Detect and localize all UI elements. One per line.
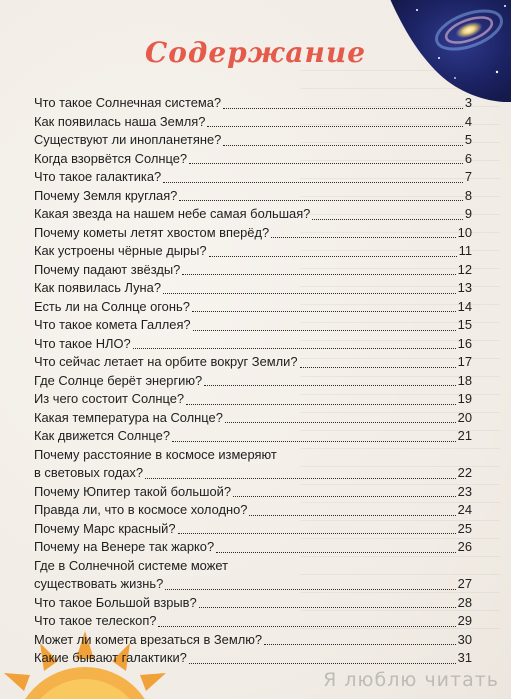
toc-entry-title: Что такое Солнечная система? bbox=[34, 95, 222, 110]
toc-entry-title: Какая звезда на нашем небе самая большая? bbox=[34, 206, 311, 221]
toc-entry[interactable] bbox=[34, 631, 472, 650]
toc-entry[interactable] bbox=[34, 575, 472, 594]
toc-entry-title: Какие бывают галактики? bbox=[34, 650, 187, 665]
toc-entry-title: Есть ли на Солнце огонь? bbox=[34, 298, 190, 314]
toc-page-number: 5 bbox=[464, 132, 472, 147]
toc-entry[interactable] bbox=[34, 261, 472, 280]
dotted-leader bbox=[223, 145, 463, 146]
dotted-leader bbox=[186, 404, 456, 405]
toc-entry-first-line: Почему расстояние в космосе измеряют bbox=[34, 446, 277, 462]
toc-entry[interactable] bbox=[34, 224, 472, 243]
dotted-leader bbox=[165, 589, 455, 590]
toc-page-number: 14 bbox=[457, 298, 472, 314]
toc-page-number: 29 bbox=[457, 613, 472, 628]
dotted-leader bbox=[192, 311, 456, 312]
dotted-leader bbox=[158, 626, 455, 627]
toc-entry-first-line: Где в Солнечной системе может bbox=[34, 557, 228, 573]
toc-entry-title: Где Солнце берёт энергию? bbox=[34, 372, 203, 388]
dotted-leader bbox=[271, 237, 455, 238]
toc-entry-title: Почему падают звёзды? bbox=[34, 261, 181, 277]
toc-page-number: 12 bbox=[457, 261, 472, 277]
dotted-leader bbox=[163, 182, 463, 183]
dotted-leader bbox=[189, 163, 463, 164]
dotted-leader bbox=[199, 607, 456, 608]
toc-page-number: 23 bbox=[457, 483, 472, 499]
toc-page-number: 17 bbox=[457, 354, 472, 369]
toc-page-number: 9 bbox=[464, 206, 472, 221]
dotted-leader bbox=[179, 200, 462, 201]
toc-entry-title: Как появилась Луна? bbox=[34, 280, 162, 295]
toc-entry-title: Что такое телескоп? bbox=[34, 613, 157, 628]
toc-entry-title: Почему кометы летят хвостом вперёд? bbox=[34, 224, 270, 240]
toc-entry-title: Как устроены чёрные дыры? bbox=[34, 243, 207, 258]
dotted-leader bbox=[264, 644, 456, 645]
toc-entry-title: Что такое комета Галлея? bbox=[34, 317, 191, 332]
toc-entry[interactable] bbox=[34, 501, 472, 520]
dotted-leader bbox=[182, 274, 455, 275]
toc-entry-title: Может ли комета врезаться в Землю? bbox=[34, 631, 263, 647]
toc-entry-title: Почему Марс красный? bbox=[34, 520, 176, 536]
dotted-leader bbox=[178, 533, 456, 534]
toc-entry-title: Как появилась наша Земля? bbox=[34, 113, 206, 129]
toc-entry[interactable] bbox=[34, 427, 472, 446]
dotted-leader bbox=[204, 385, 455, 386]
toc-entry[interactable] bbox=[34, 298, 472, 317]
toc-entry[interactable] bbox=[34, 113, 472, 132]
toc-entry-title: Что такое галактика? bbox=[34, 169, 162, 184]
dotted-leader bbox=[145, 478, 456, 479]
toc-page-number: 11 bbox=[458, 243, 472, 258]
dotted-leader bbox=[225, 422, 456, 423]
dotted-leader bbox=[172, 441, 456, 442]
toc-entry-title: Что такое НЛО? bbox=[34, 335, 131, 351]
toc-page-number: 25 bbox=[457, 520, 472, 536]
toc-page-number: 21 bbox=[457, 428, 472, 443]
toc-entry-title: Из чего состоит Солнце? bbox=[34, 391, 185, 406]
toc-page-number: 16 bbox=[457, 335, 472, 351]
toc-entry-title: Почему Юпитер такой большой? bbox=[34, 483, 232, 499]
toc-entry[interactable] bbox=[34, 335, 472, 354]
toc-page-number: 20 bbox=[457, 409, 472, 425]
dotted-leader bbox=[223, 108, 463, 109]
toc-page-number: 26 bbox=[457, 539, 472, 554]
toc-page-number: 31 bbox=[457, 650, 472, 665]
toc-page-number: 13 bbox=[457, 280, 472, 295]
toc-entry[interactable] bbox=[34, 205, 472, 224]
toc-entry[interactable] bbox=[34, 372, 472, 391]
page-title: Содержание bbox=[144, 36, 367, 69]
toc-entry-title: Почему Земля круглая? bbox=[34, 187, 178, 203]
toc-entry[interactable] bbox=[34, 131, 472, 150]
toc-page-number: 27 bbox=[457, 576, 472, 591]
dotted-leader bbox=[209, 256, 457, 257]
dotted-leader bbox=[193, 330, 456, 331]
toc-page-number: 6 bbox=[464, 150, 472, 166]
toc-page-number: 28 bbox=[457, 594, 472, 610]
dotted-leader bbox=[189, 663, 456, 664]
dotted-leader bbox=[249, 515, 455, 516]
dotted-leader bbox=[233, 496, 456, 497]
toc-entry-title: Как движется Солнце? bbox=[34, 428, 171, 443]
toc-page-number: 8 bbox=[464, 187, 472, 203]
toc-page-number: 22 bbox=[457, 465, 472, 480]
toc-entry-title: Что сейчас летает на орбите вокруг Земли? bbox=[34, 354, 298, 369]
toc-entry[interactable] bbox=[34, 187, 472, 206]
dotted-leader bbox=[163, 293, 456, 294]
toc-entry[interactable] bbox=[34, 649, 472, 668]
dotted-leader bbox=[300, 367, 456, 368]
toc-page-number: 3 bbox=[464, 95, 472, 110]
toc-entry-title: Какая температура на Солнце? bbox=[34, 409, 223, 425]
dotted-leader bbox=[133, 348, 456, 349]
toc-entry-title: Правда ли, что в космосе холодно? bbox=[34, 502, 248, 517]
toc-page-number: 7 bbox=[464, 169, 472, 184]
toc-entry[interactable] bbox=[34, 168, 472, 187]
toc-entry[interactable] bbox=[34, 279, 472, 298]
toc-entry[interactable] bbox=[34, 409, 472, 428]
toc-entry[interactable] bbox=[34, 594, 472, 613]
toc-entry-title: Существуют ли инопланетяне? bbox=[34, 132, 222, 147]
toc-page-number: 4 bbox=[464, 113, 472, 129]
toc-entry[interactable] bbox=[34, 242, 472, 261]
toc-page-number: 30 bbox=[457, 631, 472, 647]
toc-entry[interactable] bbox=[34, 483, 472, 502]
toc-page-number: 19 bbox=[457, 391, 472, 406]
toc-entry-title: Почему на Венере так жарко? bbox=[34, 539, 215, 554]
toc-entry-title: Что такое Большой взрыв? bbox=[34, 594, 197, 610]
toc-page-number: 10 bbox=[457, 224, 472, 240]
toc-entry[interactable] bbox=[34, 150, 472, 169]
toc-entry-title: в световых годах? bbox=[34, 465, 143, 480]
toc-entry-title: Когда взорвётся Солнце? bbox=[34, 150, 188, 166]
toc-entry[interactable] bbox=[34, 390, 472, 409]
dotted-leader bbox=[207, 126, 462, 127]
toc-entry[interactable] bbox=[34, 612, 472, 631]
dotted-leader bbox=[312, 219, 462, 220]
toc-entry[interactable] bbox=[34, 353, 472, 372]
toc-page-number: 18 bbox=[457, 372, 472, 388]
toc-entry[interactable] bbox=[34, 520, 472, 539]
toc-entry[interactable] bbox=[34, 538, 472, 557]
toc-entry[interactable] bbox=[34, 94, 472, 113]
toc-entry-title: существовать жизнь? bbox=[34, 576, 164, 591]
toc-entry[interactable] bbox=[34, 316, 472, 335]
dotted-leader bbox=[216, 552, 456, 553]
toc-entry[interactable] bbox=[34, 464, 472, 483]
watermark: Я люблю читать bbox=[323, 669, 499, 691]
toc-page-number: 24 bbox=[457, 502, 472, 517]
table-of-contents bbox=[34, 94, 472, 668]
toc-page-number: 15 bbox=[457, 317, 472, 332]
